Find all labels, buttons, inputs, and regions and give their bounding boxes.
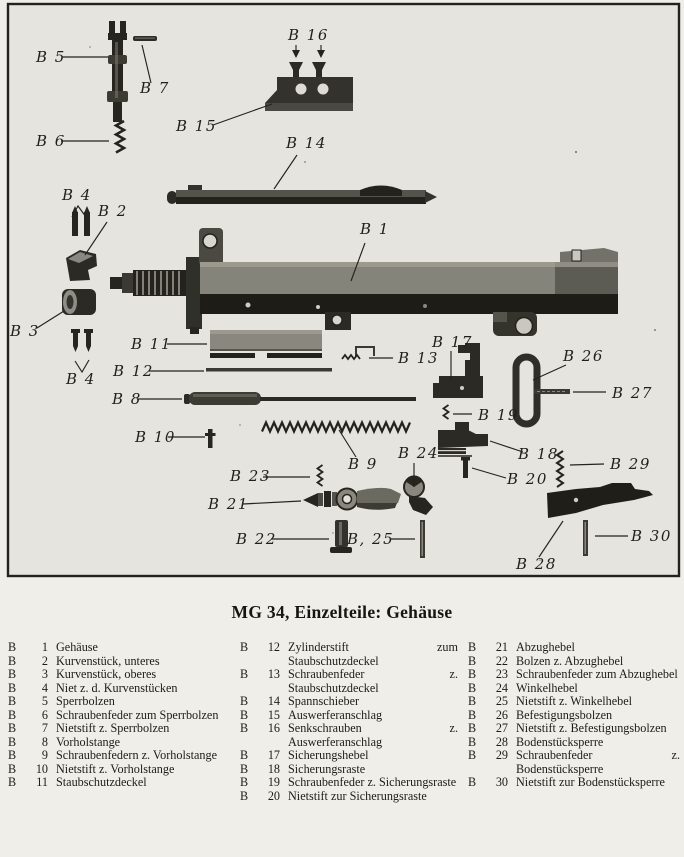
parts-list-entry-b14 <box>240 695 458 709</box>
entry-number: 1 <box>41 640 48 654</box>
entry-number: 7 <box>41 721 48 735</box>
parts-list-entry-b28 <box>468 736 680 750</box>
parts-list-entry-b24 <box>468 682 680 696</box>
figure-label-b-21: B 21 <box>208 495 249 513</box>
parts-list-entry-b5 <box>8 695 230 709</box>
figure-label-b-24: B 24 <box>398 444 439 462</box>
entry-name: Sicherungsraste <box>288 761 366 776</box>
entry-name: Senkschrauben z. Auswerferanschlag <box>288 721 458 749</box>
entry-prefix: B <box>468 653 477 668</box>
entry-name: Staubschutzdeckel <box>56 775 147 789</box>
entry-number: 30 <box>495 775 508 789</box>
entry-name: Abzughebel <box>516 640 575 654</box>
entry-prefix: B <box>240 721 249 735</box>
entry-name: Sicherungshebel <box>288 748 369 762</box>
figure-label-b-4: B 4 <box>62 186 92 204</box>
entry-number: 4 <box>41 680 48 695</box>
entry-prefix: B <box>8 707 17 722</box>
entry-name: Kurvenstück, unteres <box>56 653 160 668</box>
figure-label-b-13: B 13 <box>398 349 439 367</box>
entry-prefix: B <box>240 640 249 654</box>
entry-number: 18 <box>267 761 280 776</box>
entry-name: Vorholstange <box>56 734 121 749</box>
parts-list-entry-b2 <box>8 655 230 669</box>
parts-list-entry-b3 <box>8 668 230 682</box>
entry-name: Nietstift z. Vorholstange <box>56 761 175 776</box>
entry-prefix: B <box>8 694 17 708</box>
entry-prefix: B <box>8 761 17 776</box>
entry-number: 13 <box>267 667 280 681</box>
entry-name: Nietstift z. Befestigungsbolzen <box>516 721 667 735</box>
entry-number: 20 <box>267 788 280 803</box>
entry-name: Nietstift z. Winkelhebel <box>516 694 633 708</box>
parts-list-entry-b12 <box>240 641 458 668</box>
entry-number: 19 <box>267 775 280 789</box>
parts-list-entry-b21 <box>468 641 680 655</box>
figure-label-b-12: B 12 <box>113 362 154 380</box>
part-b7-nietstift <box>133 36 157 41</box>
entry-name: Gehäuse <box>56 640 98 654</box>
figure-label-b-4: B 4 <box>66 370 96 388</box>
entry-name: Bolzen z. Abzughebel <box>516 653 624 668</box>
figure-label-b-9: B 9 <box>348 455 378 473</box>
entry-number: 17 <box>267 748 280 762</box>
entry-prefix: B <box>8 721 17 735</box>
figure-label-b-3: B 3 <box>10 322 40 340</box>
parts-list-entry-b8 <box>8 736 230 750</box>
entry-prefix: B <box>240 761 249 776</box>
entry-name: Winkelhebel <box>516 680 578 695</box>
entry-number: 2 <box>41 653 48 668</box>
entry-prefix: B <box>468 680 477 695</box>
figure-label-b-8: B 8 <box>112 390 142 408</box>
figure-label-b-6: B 6 <box>36 132 66 150</box>
entry-number: 10 <box>35 761 48 776</box>
figure-label-b-20: B 20 <box>507 470 548 488</box>
entry-name: Nietstift zur Bodenstücksperre <box>516 775 665 789</box>
entry-number: 28 <box>495 734 508 749</box>
entry-name: Schraubenfeder z. Sicherungsraste <box>288 775 457 789</box>
entry-number: 22 <box>495 653 508 668</box>
figure-label-b-30: B 30 <box>631 527 672 545</box>
entry-number: 8 <box>41 734 48 749</box>
figure-label-b-2: B 2 <box>98 202 128 220</box>
entry-prefix: B <box>8 653 17 668</box>
entry-number: 16 <box>267 721 280 735</box>
entry-number: 24 <box>495 680 508 695</box>
entry-name: Nietstift z. Sperrbolzen <box>56 721 170 735</box>
entry-prefix: B <box>8 775 17 789</box>
figure-label-b-10: B 10 <box>135 428 176 446</box>
parts-list-entry-b19 <box>240 776 458 790</box>
part-b27-nietstift <box>534 389 570 394</box>
figure-label-b-19: B 19 <box>478 406 519 424</box>
parts-list-entry-b10 <box>8 763 230 777</box>
entry-name: Spannschieber <box>288 694 360 708</box>
figure-label-b-11: B 11 <box>131 335 172 353</box>
entry-name: Nietstift zur Sicherungsraste <box>288 788 427 803</box>
entry-number: 25 <box>495 694 508 708</box>
figure-label-b-7: B 7 <box>140 79 170 97</box>
entry-name: Bodenstücksperre <box>516 734 604 749</box>
entry-name: Kurvenstück, oberes <box>56 667 157 681</box>
part-b30-nietstift <box>583 520 588 556</box>
entry-prefix: B <box>240 748 249 762</box>
entry-prefix: B <box>468 775 477 789</box>
entry-prefix: B <box>8 640 17 654</box>
entry-number: 29 <box>495 748 508 762</box>
figure-label-b-27: B 27 <box>612 384 653 402</box>
parts-list-entry-b1 <box>8 641 230 655</box>
entry-name: Sperrbolzen <box>56 694 115 708</box>
parts-list-entry-b27 <box>468 722 680 736</box>
figure-label-b-25: B, 25 <box>347 530 395 548</box>
entry-name: Befestigungsbolzen <box>516 707 613 722</box>
figure-label-b-28: B 28 <box>516 555 557 573</box>
part-b12-zylinderstift <box>206 368 332 372</box>
parts-list-entry-b26 <box>468 709 680 723</box>
parts-list-column-2 <box>240 641 458 803</box>
figure-label-b-16: B 16 <box>288 26 329 44</box>
parts-list-entry-b6 <box>8 709 230 723</box>
entry-name: Schraubenfeder zum Sperrbolzen <box>56 707 219 722</box>
entry-number: 23 <box>495 667 508 681</box>
parts-list-entry-b17 <box>240 749 458 763</box>
entry-name: Zylinderstift zum Staubschutzdeckel <box>288 640 458 668</box>
parts-list-entry-b18 <box>240 763 458 777</box>
parts-list-entry-b11 <box>8 776 230 790</box>
figure-label-b-29: B 29 <box>610 455 651 473</box>
figure-label-b-22: B 22 <box>236 530 277 548</box>
entry-prefix: B <box>240 694 249 708</box>
entry-prefix: B <box>468 748 477 762</box>
figure-label-b-1: B 1 <box>360 220 390 238</box>
entry-number: 27 <box>495 721 508 735</box>
entry-prefix: B <box>240 707 249 722</box>
entry-name: Schraubenfedern z. Vorholstange <box>56 748 217 762</box>
entry-name: Schraubenfeder z. Staubschutzdeckel <box>288 667 458 695</box>
entry-prefix: B <box>8 667 17 681</box>
parts-list-column-1 <box>8 641 230 790</box>
parts-list-entry-b15 <box>240 709 458 723</box>
entry-number: 15 <box>267 707 280 722</box>
figure-label-b-23: B 23 <box>230 467 271 485</box>
entry-number: 21 <box>495 640 508 654</box>
parts-list-entry-b23 <box>468 668 680 682</box>
entry-number: 14 <box>267 694 280 708</box>
part-b25-nietstift <box>420 520 425 558</box>
entry-prefix: B <box>468 721 477 735</box>
figure-caption: MG 34, Einzelteile: Gehäuse <box>231 602 453 622</box>
entry-prefix: B <box>468 694 477 708</box>
parts-list-entry-b20 <box>240 790 458 804</box>
part-b3-kurvenstueck-oberes <box>62 289 96 315</box>
parts-list-entry-b25 <box>468 695 680 709</box>
figure-label-b-5: B 5 <box>36 48 66 66</box>
figure-label-b-14: B 14 <box>286 134 327 152</box>
figure-label-b-18: B 18 <box>518 445 559 463</box>
entry-name: Auswerferanschlag <box>288 707 383 722</box>
entry-number: 9 <box>41 748 48 762</box>
entry-prefix: B <box>468 707 477 722</box>
entry-prefix: B <box>8 680 17 695</box>
entry-number: 6 <box>41 707 48 722</box>
entry-name: Niet z. d. Kurvenstücken <box>56 680 178 695</box>
parts-list-entry-b4 <box>8 682 230 696</box>
entry-number: 5 <box>41 694 48 708</box>
part-b15-auswerferanschlag <box>265 77 353 111</box>
entry-prefix: B <box>468 667 477 681</box>
entry-prefix: B <box>468 640 477 654</box>
parts-list-entry-b29 <box>468 749 680 776</box>
entry-number: 3 <box>41 667 48 681</box>
entry-name: Schraubenfeder z. Bodenstücksperre <box>516 748 680 776</box>
parts-list-column-3 <box>468 641 680 790</box>
entry-prefix: B <box>240 667 249 681</box>
figure-label-b-15: B 15 <box>176 117 217 135</box>
parts-list-entry-b9 <box>8 749 230 763</box>
parts-list-entry-b7 <box>8 722 230 736</box>
entry-prefix: B <box>240 788 249 803</box>
parts-list-entry-b13 <box>240 668 458 695</box>
entry-number: 12 <box>267 640 280 654</box>
parts-list-entry-b30 <box>468 776 680 790</box>
parts-list-entry-b22 <box>468 655 680 669</box>
entry-prefix: B <box>468 734 477 749</box>
entry-number: 26 <box>495 707 508 722</box>
entry-prefix: B <box>240 775 249 789</box>
entry-prefix: B <box>8 748 17 762</box>
entry-prefix: B <box>8 734 17 749</box>
parts-list-entry-b16 <box>240 722 458 749</box>
entry-number: 11 <box>36 775 48 789</box>
figure-label-b-17: B 17 <box>432 333 473 351</box>
entry-name: Schraubenfeder zum Abzughebel <box>516 667 678 681</box>
figure-label-b-26: B 26 <box>563 347 604 365</box>
